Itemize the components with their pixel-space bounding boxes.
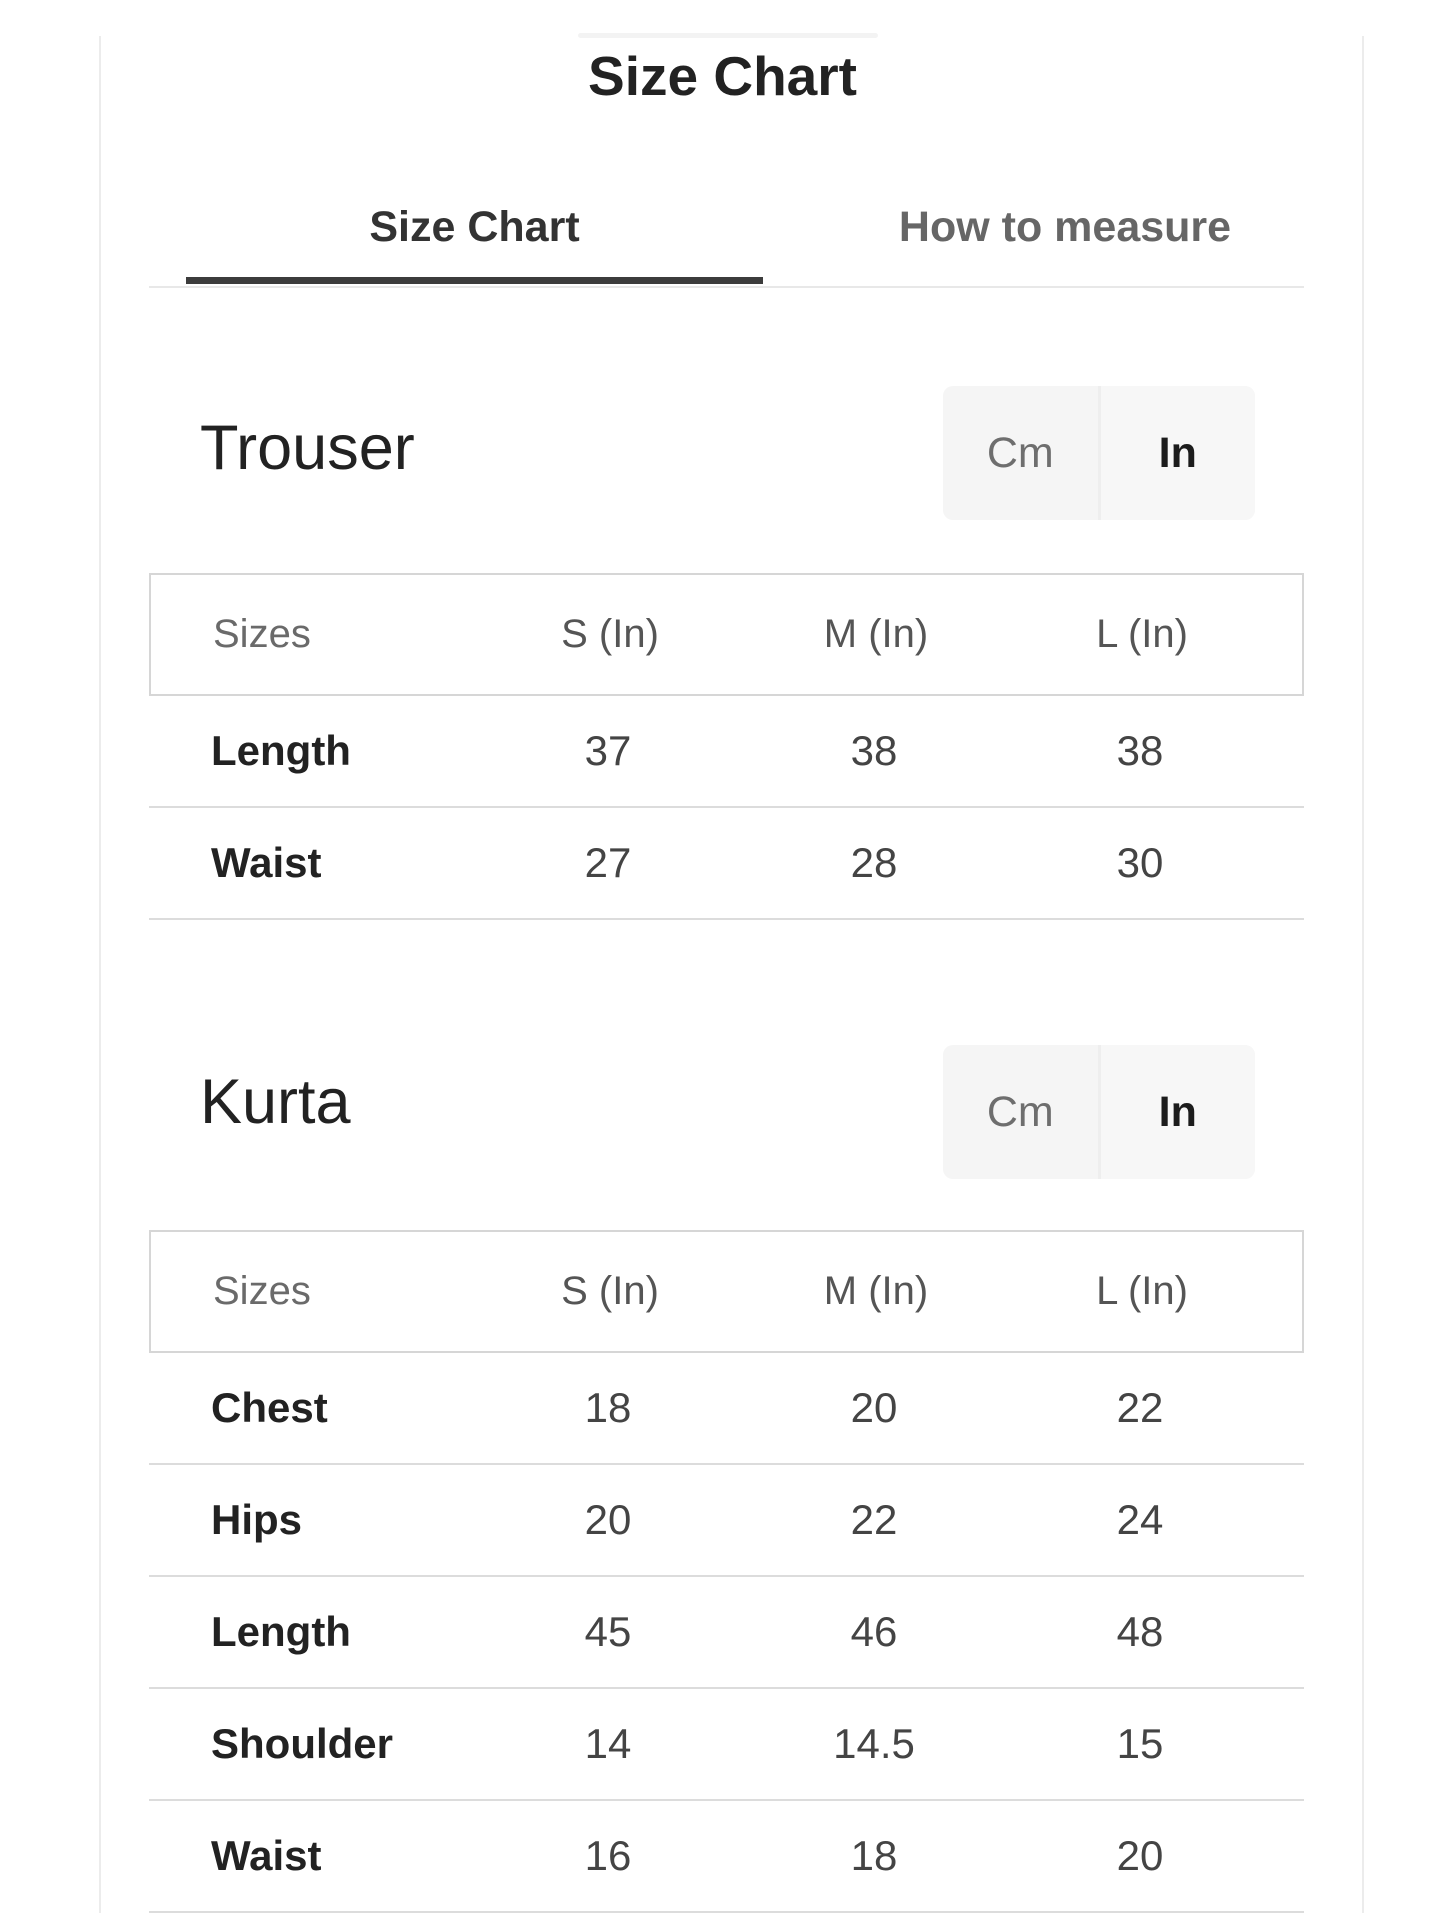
cell-value: 15 bbox=[1116, 1720, 1164, 1767]
table-row bbox=[149, 1689, 1304, 1801]
cell-value: 38 bbox=[850, 727, 898, 774]
header-size-l: L (In) bbox=[1096, 612, 1188, 656]
header-size-s: S (In) bbox=[561, 612, 659, 656]
header-size-m: M (In) bbox=[823, 612, 929, 656]
cell-value: 24 bbox=[1116, 1496, 1164, 1543]
table-row bbox=[149, 1465, 1304, 1577]
cell-value: 30 bbox=[1116, 839, 1164, 886]
row-label: Length bbox=[211, 1608, 351, 1655]
cell-value: 28 bbox=[850, 839, 898, 886]
tab-size-chart[interactable]: Size Chart bbox=[369, 202, 580, 251]
cell-value: 48 bbox=[1116, 1608, 1164, 1655]
row-label: Waist bbox=[211, 1832, 322, 1879]
header-size-s: S (In) bbox=[561, 1269, 659, 1313]
cell-value: 38 bbox=[1116, 727, 1164, 774]
modal-title: Size Chart bbox=[588, 45, 857, 107]
size-table-trouser bbox=[149, 573, 1304, 920]
cell-value: 16 bbox=[584, 1832, 632, 1879]
row-label: Hips bbox=[211, 1496, 303, 1543]
tab-bar bbox=[149, 168, 1304, 288]
table-header-row bbox=[149, 573, 1304, 696]
table-row bbox=[149, 1801, 1304, 1913]
row-label: Chest bbox=[211, 1384, 328, 1431]
modal-left-border bbox=[99, 36, 101, 1913]
header-sizes: Sizes bbox=[213, 1269, 311, 1313]
table-row bbox=[149, 696, 1304, 808]
tab-how-to-measure[interactable]: How to measure bbox=[898, 202, 1232, 251]
unit-toggle-kurta bbox=[943, 1045, 1255, 1179]
cell-value: 14.5 bbox=[833, 1720, 915, 1767]
cell-value: 20 bbox=[584, 1496, 632, 1543]
cell-value: 37 bbox=[584, 727, 632, 774]
cell-value: 27 bbox=[584, 839, 632, 886]
cell-value: 18 bbox=[850, 1832, 898, 1879]
cell-value: 14 bbox=[584, 1720, 632, 1767]
row-label: Shoulder bbox=[211, 1720, 394, 1767]
row-label: Length bbox=[211, 727, 351, 774]
table-row bbox=[149, 1353, 1304, 1465]
unit-toggle-trouser bbox=[943, 386, 1255, 520]
section-title-trouser: Trouser bbox=[200, 413, 415, 483]
header-sizes: Sizes bbox=[213, 612, 311, 656]
unit-cm-button[interactable]: Cm bbox=[986, 428, 1054, 477]
cell-value: 45 bbox=[584, 1608, 632, 1655]
drag-handle[interactable] bbox=[578, 33, 878, 38]
row-label: Waist bbox=[211, 839, 322, 886]
unit-in-button[interactable]: In bbox=[1098, 386, 1256, 520]
active-tab-indicator bbox=[186, 277, 763, 284]
cell-value: 22 bbox=[1116, 1384, 1164, 1431]
cell-value: 20 bbox=[1116, 1832, 1164, 1879]
cell-value: 18 bbox=[584, 1384, 632, 1431]
section-title-kurta: Kurta bbox=[200, 1067, 351, 1137]
header-size-m: M (In) bbox=[823, 1269, 929, 1313]
cell-value: 46 bbox=[850, 1608, 898, 1655]
table-header-row bbox=[149, 1230, 1304, 1353]
table-row bbox=[149, 808, 1304, 920]
header-size-l: L (In) bbox=[1096, 1269, 1188, 1313]
table-row bbox=[149, 1577, 1304, 1689]
unit-in-button[interactable]: In bbox=[1098, 1045, 1256, 1179]
size-table-kurta bbox=[149, 1230, 1304, 1913]
unit-cm-button[interactable]: Cm bbox=[986, 1087, 1054, 1136]
modal-right-border bbox=[1362, 36, 1364, 1913]
cell-value: 20 bbox=[850, 1384, 898, 1431]
cell-value: 22 bbox=[850, 1496, 898, 1543]
